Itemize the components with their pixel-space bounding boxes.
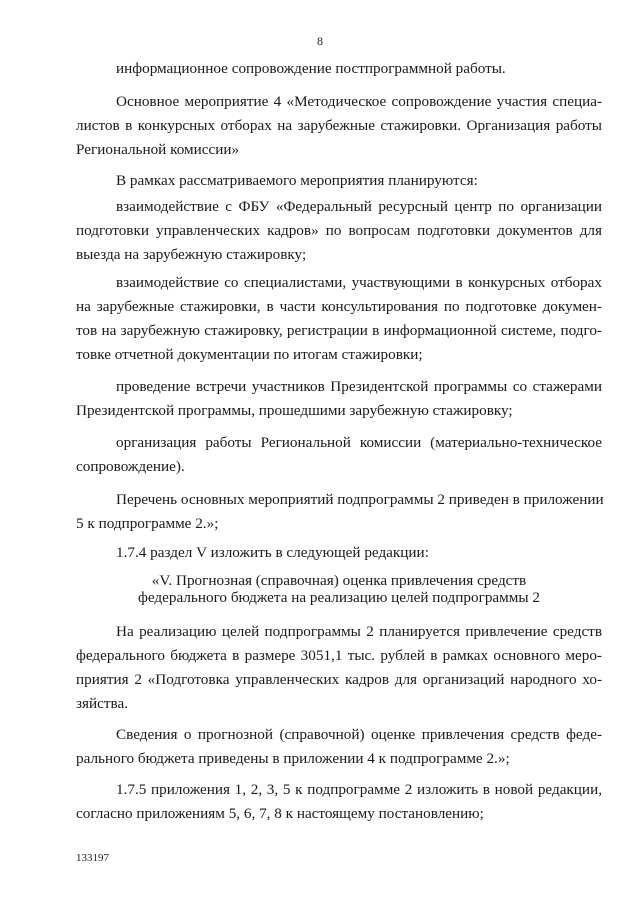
text-line: 1.7.4 раздел V изложить в следующей редакции: — [116, 544, 429, 561]
text-line: Основное мероприятие 4 «Методическое сопровождение участия специа- — [116, 93, 602, 110]
text-line: приятия 2 «Подготовка управленческих кадров для организаций народного хо- — [76, 671, 602, 688]
text-line: листов в конкурсных отборах на зарубежные стажировки. Организация работы — [76, 117, 602, 134]
text-line: проведение встречи участников Президентской программы со стажерами — [116, 378, 602, 395]
text-line: федерального бюджета в размере 3051,1 тыс. рублей в рамках основного меро- — [76, 647, 602, 664]
text-line: выезда на зарубежную стажировку; — [76, 246, 307, 263]
text-line: 1.7.5 приложения 1, 2, 3, 5 к подпрограмме 2 изложить в новой редакции, — [116, 781, 602, 798]
text-line: Президентской программы, прошедшими зарубежную стажировку; — [76, 402, 513, 419]
text-line: взаимодействие со специалистами, участвующими в конкурсных отборах — [116, 274, 602, 291]
text-line: взаимодействие с ФБУ «Федеральный ресурсный центр по организации — [116, 198, 602, 215]
text-line: В рамках рассматриваемого мероприятия планируются: — [116, 172, 478, 189]
text-line: 5 к подпрограмме 2.»; — [76, 515, 219, 532]
section-heading-line: федерального бюджета на реализацию целей подпрограммы 2 — [138, 589, 540, 606]
page-number: 8 — [317, 34, 323, 48]
text-line: На реализацию целей подпрограммы 2 планируется привлечение средств — [116, 623, 602, 640]
text-line: Региональной комиссии» — [76, 141, 240, 158]
text-line: рального бюджета приведены в приложении 4 к подпрограмме 2.»; — [76, 750, 510, 767]
section-heading-line: «V. Прогнозная (справочная) оценка привлечения средств — [151, 572, 527, 589]
text-line: на зарубежные стажировки, в части консультирования по подготовке докумен- — [76, 298, 602, 315]
text-line: согласно приложениям 5, 6, 7, 8 к настоящему постановлению; — [76, 805, 484, 822]
text-line: Сведения о прогнозной (справочной) оценке привлечения средств феде- — [116, 726, 602, 743]
text-line: зяйства. — [76, 695, 128, 712]
text-line: товке отчетной документации по итогам стажировки; — [76, 346, 423, 363]
text-line: тов на зарубежную стажировку, регистрации в информационной системе, подго- — [76, 322, 602, 339]
document-id: 133197 — [76, 852, 109, 864]
text-line: подготовки управленческих кадров» по вопросам подготовки документов для — [76, 222, 602, 239]
text-line: сопровождение). — [76, 458, 185, 475]
text-line: Перечень основных мероприятий подпрограммы 2 приведен в приложении — [116, 491, 604, 508]
text-line: организация работы Региональной комиссии (материально-техническое — [116, 434, 602, 451]
text-line: информационное сопровождение постпрограммной работы. — [116, 60, 506, 77]
